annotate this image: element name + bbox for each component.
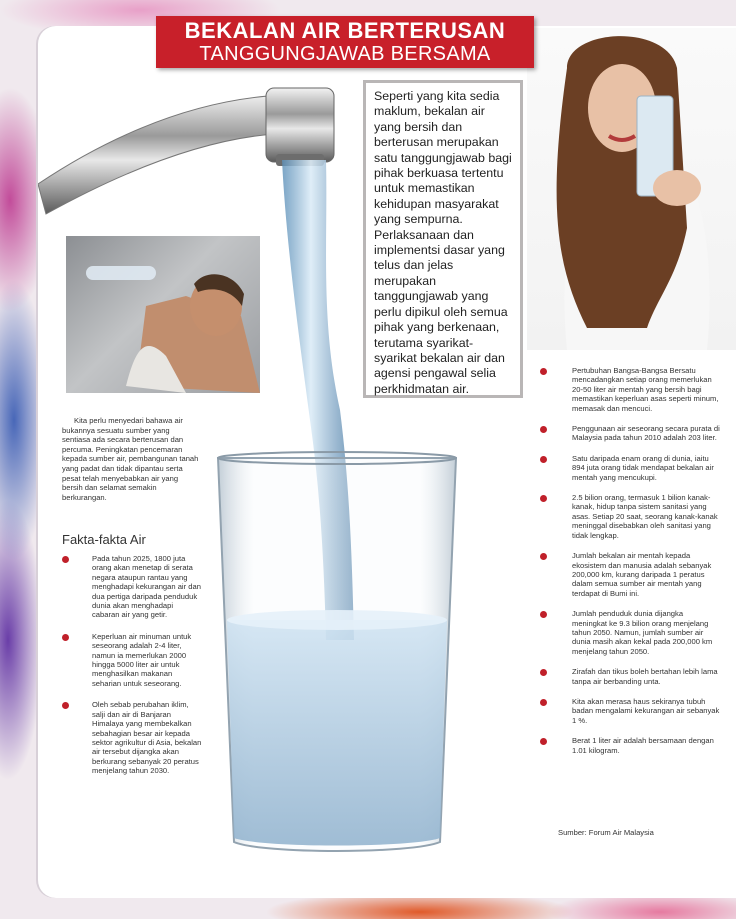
fact-text: Keperluan air minuman untuk seseorang adalah 2-4 liter, namun ia memerlukan 2000 hingga 5000 liter air untuk menghasilkan makanan seharian untuk seseorang. bbox=[92, 631, 192, 688]
bullet-icon bbox=[540, 368, 547, 375]
photo-man-drinking bbox=[66, 236, 260, 393]
bullet-icon bbox=[540, 495, 547, 502]
fact-item bbox=[62, 632, 202, 688]
callout-text: Seperti yang kita sedia maklum, bekalan air yang bersih dan berterusan merupakan satu tanggungjawab bagi pihak berkuasa tertentu untuk memastikan kehidupan masyarakat yang sempurna. Perlaksanaan dan implementsi dasar yang telus dan jelas merupakan tanggungjawab yang perlu dipikul oleh semua pihak yang berkenaan, terutama syarikat-syarikat bekalan air dan agensi pengawal selia perkhidmatan air. bbox=[374, 89, 512, 396]
fact-item bbox=[540, 454, 720, 482]
fact-item bbox=[540, 366, 720, 413]
fact-text: Jumlah bekalan air mentah kepada ekosistem dan manusia adalah sebanyak 200,000 km, kurang daripada 1 peratus dalam semua sumber air mentah yang terdapat di Bumi ini. bbox=[572, 551, 712, 598]
bullet-icon bbox=[540, 456, 547, 463]
fact-text: Satu daripada enam orang di dunia, iaitu 894 juta orang tidak mendapat bekalan air mentah yang mencukupi. bbox=[572, 453, 714, 482]
fact-text: Jumlah penduduk dunia dijangka meningkat ke 9.3 bilion orang menjelang tahun 2050. Namun, jumlah sumber air dunia masih akan kekal pada 200,000 km menjelang tahun 2050. bbox=[572, 609, 713, 656]
fact-text: Kita akan merasa haus sekiranya tubuh badan mengalami kekurangan air sebanyak 1 %. bbox=[572, 696, 720, 725]
photo-woman-holding-glass bbox=[527, 28, 736, 350]
fact-text: Zirafah dan tikus boleh bertahan lebih lama tanpa air berbanding unta. bbox=[572, 667, 718, 686]
source-credit: Sumber: Forum Air Malaysia bbox=[558, 828, 654, 837]
facts-heading: Fakta-fakta Air bbox=[62, 532, 146, 547]
fact-item bbox=[540, 424, 720, 443]
fact-item bbox=[540, 736, 720, 755]
fact-item bbox=[62, 554, 202, 620]
fact-item bbox=[540, 493, 720, 540]
bullet-icon bbox=[62, 634, 69, 641]
bullet-icon bbox=[62, 702, 69, 709]
bullet-icon bbox=[540, 738, 547, 745]
facts-list-left bbox=[62, 554, 202, 788]
fact-item bbox=[62, 700, 202, 775]
fact-text: Penggunaan air seseorang secara purata di Malaysia pada tahun 2010 adalah 203 liter. bbox=[572, 424, 720, 443]
intro-text: Kita perlu menyedari bahawa air bukannya sesuatu sumber yang sentiasa ada secara berterusan dan percuma. Peningkatan pencemaran kepada sumber air, pembangunan tanah yang padat dan tidak dipantau serta pesat telah menyebabkan air yang bersih dan selamat semakin berkurangan. bbox=[62, 416, 199, 502]
fact-item bbox=[540, 609, 720, 656]
fact-text: Pertubuhan Bangsa-Bangsa Bersatu mencadangkan setiap orang memerlukan 20-50 liter air mentah yang bersih bagi memastikan keperluan asas seperti minum, memasak dan mencuci. bbox=[572, 366, 719, 413]
fact-text: Oleh sebab perubahan iklim, salji dan air di Banjaran Himalaya yang membekalkan sebahagian besar air kepada sektor agrikultur di Asia, bekalan air tersebut dijangka akan berkurang sebanyak 20 peratus menjelang tahun 2030. bbox=[92, 700, 202, 776]
fact-item bbox=[540, 697, 720, 725]
bullet-icon bbox=[540, 426, 547, 433]
bullet-icon bbox=[540, 699, 547, 706]
headline-line1: BEKALAN AIR BERTERUSAN bbox=[184, 18, 506, 43]
bullet-icon bbox=[540, 553, 547, 560]
headline-line2: TANGGUNGJAWAB BERSAMA bbox=[199, 43, 491, 65]
fact-item bbox=[540, 551, 720, 598]
facts-list-right bbox=[540, 366, 720, 766]
fact-text: 2.5 bilion orang, termasuk 1 bilion kanak-kanak, hidup tanpa sistem sanitasi yang asas. Setiap 20 saat, seorang kanak-kanak meninggal disebabkan oleh sanitasi yang tidak lengkap. bbox=[572, 493, 718, 540]
fact-item bbox=[540, 667, 720, 686]
fact-text: Berat 1 liter air adalah bersamaan dengan 1.01 kilogram. bbox=[572, 736, 714, 755]
glass-of-water bbox=[212, 450, 462, 870]
fact-text: Pada tahun 2025, 1800 juta orang akan menetap di serata negara ataupun rantau yang menghadapi kekurangan air dan dua pertiga daripada penduduk dunia akan menghadapi cabaran air yang getir. bbox=[92, 554, 201, 620]
headline-banner bbox=[156, 16, 534, 68]
bullet-icon bbox=[62, 556, 69, 563]
intro-paragraph bbox=[62, 416, 200, 502]
bullet-icon bbox=[540, 611, 547, 618]
callout-box bbox=[363, 80, 523, 398]
bullet-icon bbox=[540, 669, 547, 676]
